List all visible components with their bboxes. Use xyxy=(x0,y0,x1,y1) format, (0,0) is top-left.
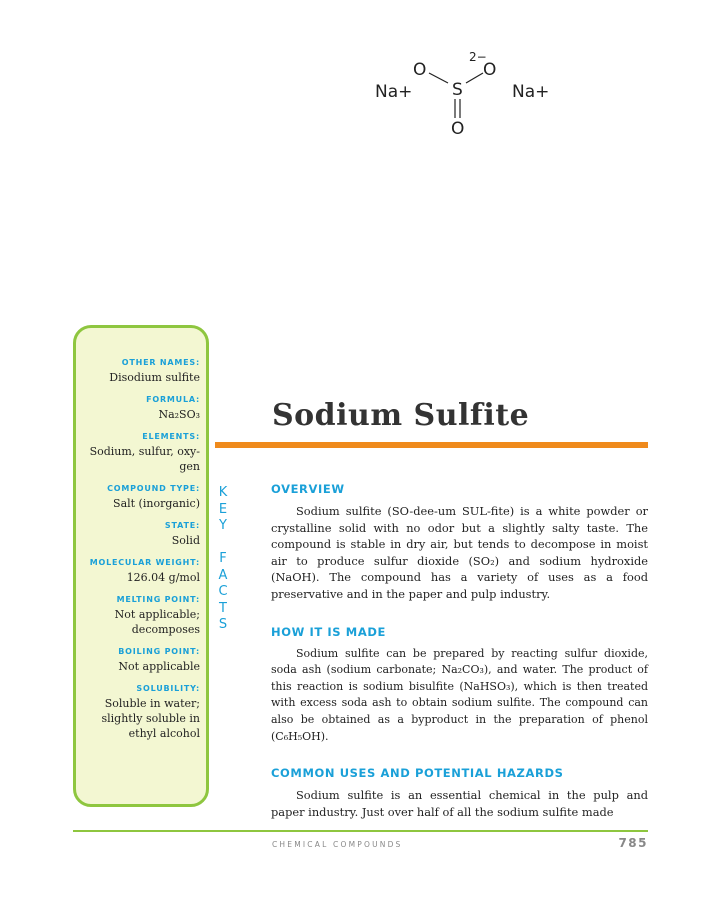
key-fact-other-names xyxy=(76,358,200,385)
key-fact-label: ELEMENTS: xyxy=(142,432,200,441)
sodium-ion-left: Na+ xyxy=(375,82,413,102)
key-fact-label: MELTING POINT: xyxy=(116,595,200,604)
key-fact-label: STATE: xyxy=(164,521,200,530)
article-body xyxy=(271,482,648,842)
key-fact-value: Disodium sulfite xyxy=(109,371,200,384)
key-fact-value: Solid xyxy=(171,534,200,547)
key-fact-label: SOLUBILITY: xyxy=(136,684,200,693)
bond-left xyxy=(429,73,448,83)
key-fact-label: BOILING POINT: xyxy=(118,647,200,656)
key-fact-value: Na₂SO₃ xyxy=(158,408,200,421)
section-paragraph-overview: Sodium sulfite (SO-dee-um SUL-fite) is a white powder or crystalline solid with no odor but a slightly salty taste. The compound is stable in dry air, but tends to decompose in moist air to produce sulfur dioxide (SO₂) and sodium hydroxide (NaOH). The compound has a variety of uses as a food preservative and in the paper and pulp industry. xyxy=(271,504,648,601)
key-fact-value: Salt (inorganic) xyxy=(113,497,200,510)
section-heading-common-uses: COMMON USES AND POTENTIAL HAZARDS xyxy=(271,766,564,781)
sodium-sulfite-structure-diagram xyxy=(360,40,560,150)
oxygen-atom-right: O xyxy=(483,60,497,80)
key-fact-state xyxy=(76,521,200,548)
key-fact-solubility xyxy=(76,684,200,741)
footer-divider xyxy=(73,830,648,832)
key-fact-label: MOLECULAR WEIGHT: xyxy=(89,558,200,567)
section-heading-how-it-is-made: HOW IT IS MADE xyxy=(271,624,386,639)
key-fact-formula xyxy=(76,395,200,422)
bond-right xyxy=(466,73,483,83)
sulfur-atom: S xyxy=(452,80,463,100)
key-fact-value: 126.04 g/mol xyxy=(126,571,200,584)
oxygen-atom-bottom: O xyxy=(451,119,465,139)
key-facts-tab-letter: F xyxy=(219,551,227,566)
key-facts-tab-letter: Y xyxy=(219,518,227,533)
key-facts-tab-letter: K xyxy=(218,485,228,500)
key-fact-value: Not applicable; decomposes xyxy=(114,608,200,636)
sodium-ion-right: Na+ xyxy=(512,82,550,102)
key-fact-melting-point xyxy=(76,595,200,637)
key-fact-value: Sodium, sulfur, oxy- gen xyxy=(89,445,200,473)
key-facts-tab-letter: T xyxy=(219,600,227,616)
charge-label: 2− xyxy=(469,50,487,64)
key-fact-value: Not applicable xyxy=(118,660,200,673)
key-facts-panel xyxy=(73,325,209,807)
key-fact-compound-type xyxy=(76,484,200,511)
key-fact-label: COMPOUND TYPE: xyxy=(107,484,200,493)
key-facts-list xyxy=(76,358,200,751)
key-fact-label: FORMULA: xyxy=(146,395,200,404)
key-facts-tab-letter: A xyxy=(218,567,228,583)
title-divider xyxy=(215,442,648,448)
key-fact-boiling-point xyxy=(76,647,200,674)
oxygen-atom-left: O xyxy=(413,60,427,80)
key-facts-tab-letter: E xyxy=(218,501,228,517)
key-fact-elements xyxy=(76,432,200,474)
section-paragraph-common-uses: Sodium sulfite is an essential chemical in the pulp and paper industry. Just over half of all the sodium sulfite made xyxy=(271,788,648,819)
page-title: Sodium Sulfite xyxy=(272,398,530,433)
footer-book-title: CHEMICAL COMPOUNDS xyxy=(272,840,403,849)
section-heading-overview: OVERVIEW xyxy=(271,482,345,496)
key-facts-tab-letter: S xyxy=(218,617,228,632)
key-fact-value: Soluble in water; slightly soluble in ethyl alcohol xyxy=(101,697,200,740)
page-number: 785 xyxy=(618,836,648,850)
key-fact-molecular-weight xyxy=(76,558,200,585)
section-paragraph-how-it-is-made: Sodium sulfite can be prepared by reacting sulfur dioxide, soda ash (sodium carbonate; Na₂CO₃), and water. The product of this reaction is sodium bisulfite (NaHSO₃), which is then treated with excess soda ash to obtain sodium sulfite. The compound can also be obtained as a byproduct in the preparation of phenol (C₆H₅OH). xyxy=(271,646,648,743)
key-facts-tab-letter xyxy=(215,535,231,552)
key-facts-tab-letter: C xyxy=(218,584,228,599)
key-fact-label: OTHER NAMES: xyxy=(121,358,200,367)
key-facts-tab-label xyxy=(215,485,231,634)
